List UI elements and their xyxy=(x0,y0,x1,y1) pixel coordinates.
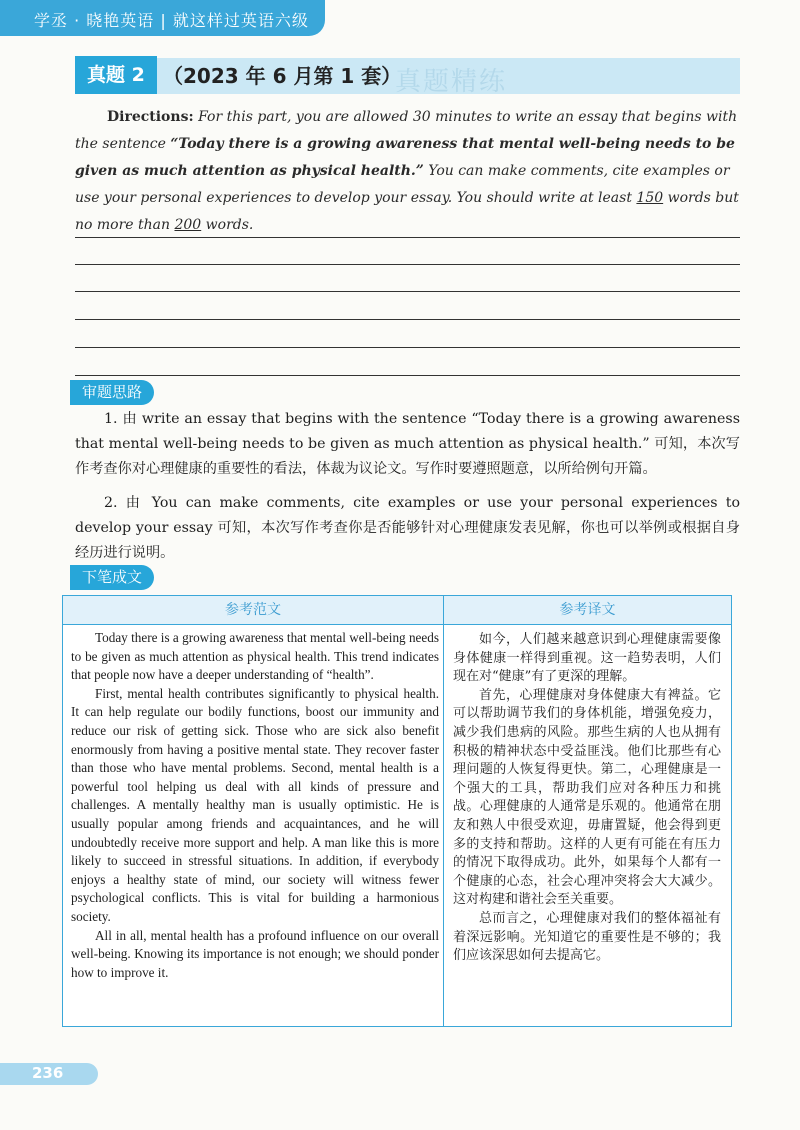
directions-quote: “Today there is a growing awareness that mental well-being needs to be given as much attention as physical health.” xyxy=(75,136,735,179)
analysis-point-1: 1. 由 write an essay that begins with the sentence “Today there is a growing awareness that mental well-being needs to be given as much attention as physical health.” 可知，本次写作考查你对心理健康的重要性的看法，体裁为议论文。写作时要遵照题意，以所给例句开篇。 xyxy=(75,411,740,477)
analysis-tag: 审题思路 xyxy=(70,380,154,405)
translation-paragraph: 首先，心理健康对身体健康大有裨益。它可以帮助调节我们的身体机能，增强免疫力，减少我们患病的风险。那些生病的人也从拥有积极的精神状态中受益匪浅。他们比那些有心理问题的人恢复得更快。第二，心理健康是一个强大的工具，帮助我们应对各种压力和挑战。心理健康的人通常是乐观的。他通常在朋友和熟人中很受欢迎，毋庸置疑，他会得到更多的支持和帮助。这样的人更有可能在有压力的情况下取得成功。此外，如果每个人都有一个健康的心态，社会心理冲突将会大大减少。这对构建和谐社会至关重要。 xyxy=(453,687,721,908)
directions-text: You can make comments, cite examples or use your personal experiences to develop your essay. You should write at least xyxy=(75,163,730,206)
writing-line[interactable] xyxy=(75,291,740,292)
page-number: 236 xyxy=(32,1064,64,1082)
col-header-sample: 参考范文 xyxy=(63,596,443,624)
writing-line[interactable] xyxy=(75,347,740,348)
series-title: 学丞 · 晓艳英语 | 就这样过英语六级 xyxy=(34,11,309,30)
writing-tag: 下笔成文 xyxy=(70,565,154,590)
question-year: （2023 年 6 月第 1 套） xyxy=(163,64,402,88)
writing-line[interactable] xyxy=(75,237,740,238)
writing-line[interactable] xyxy=(75,319,740,320)
question-label: 真题 2 xyxy=(75,56,157,94)
sample-essay xyxy=(71,629,439,982)
writing-line[interactable] xyxy=(75,264,740,265)
essay-paragraph: All in all, mental health has a profound influence on our overall well-being. Knowing its importance is not enough; we should ponder how to improve it. xyxy=(71,927,439,980)
series-header xyxy=(0,0,325,36)
essay-paragraph: Today there is a growing awareness that mental well-being needs to be given as much attention as physical health. This trend indicates that people now have a deeper understanding of “health”. xyxy=(71,630,439,683)
directions-text: words but no more than xyxy=(75,190,739,233)
header-divider xyxy=(63,624,731,625)
essay-translation xyxy=(453,631,721,966)
translation-paragraph: 如今，人们越来越意识到心理健康需要像身体健康一样得到重视。这一趋势表明，人们现在对“健康”有了更深的理解。 xyxy=(453,632,721,685)
max-words: 200 xyxy=(174,217,202,233)
translation-paragraph: 总而言之，心理健康对我们的整体福祉有着深远影响。光知道它的重要性是不够的；我们应该深思如何去提高它。 xyxy=(453,910,721,964)
col-header-translation: 参考译文 xyxy=(444,596,731,624)
essay-paragraph: First, mental health contributes significantly to physical health. It can help regulate our bodily functions, boost our immunity and reduce our risk of getting sick. Those who are sick also benefit enormously from having a positive mental state. They recover faster than those who have mental problems. Second, mental health is a powerful tool helping us deal with all kinds of pressure and challenges. A mentally healthy man is usually optimistic. He is usually popular among friends and acquaintances, and he will undoubtedly receive more support and help. A man like this is more likely to succeed in stressful situations. In addition, if everybody enjoys a healthy state of mind, our society will witness fewer psychological conflicts. This is vital for building a harmonious society. xyxy=(71,685,439,924)
writing-line[interactable] xyxy=(75,375,740,376)
title-watermark: 真题精练 xyxy=(395,67,508,97)
essay-table xyxy=(62,595,732,1027)
directions-lead: Directions: xyxy=(107,109,194,125)
analysis-point-2: 2. 由 You can make comments, cite examples or use your personal experiences to develop your essay 可知，本次写作考查你是否能够针对心理健康发表见解，你也可以举例或根据自身经历进行说明。 xyxy=(75,495,740,561)
directions-text: For this part, you are allowed 30 minutes to write an essay that begins with the sentence xyxy=(75,109,738,152)
min-words: 150 xyxy=(636,190,664,206)
column-divider xyxy=(443,596,444,1026)
directions xyxy=(75,104,743,239)
page-number-tab xyxy=(0,1063,98,1085)
directions-text: words. xyxy=(201,217,254,233)
